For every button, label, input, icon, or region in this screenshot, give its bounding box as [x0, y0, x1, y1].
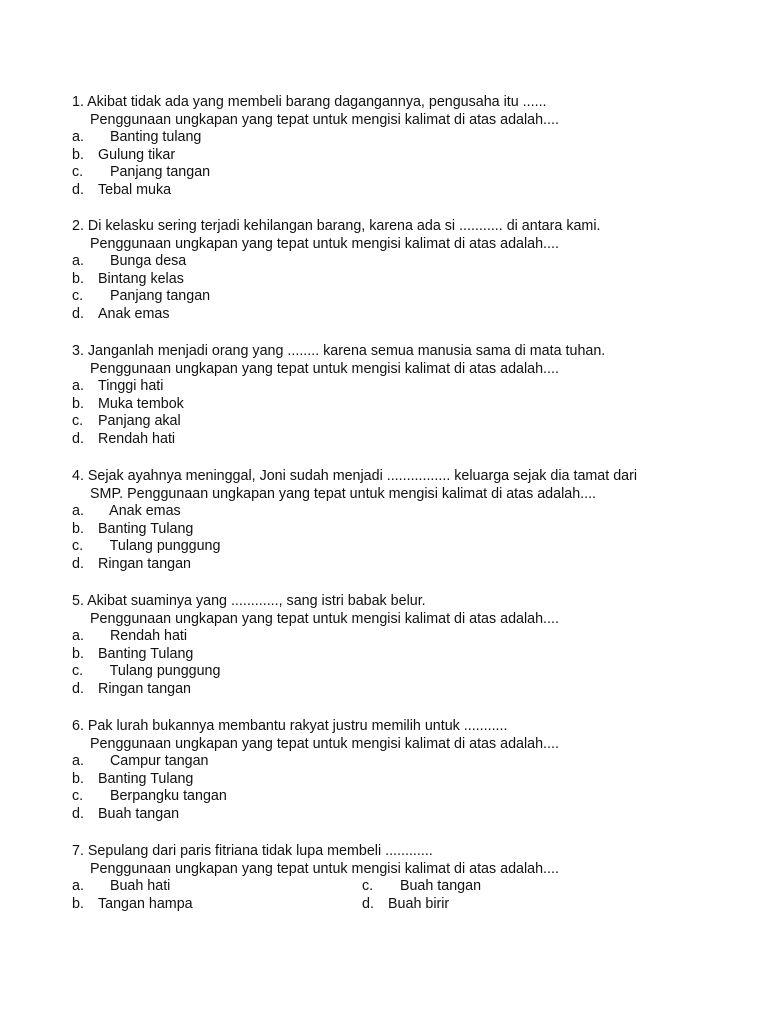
question-stem: 4. Sejak ayahnya meninggal, Joni sudah menjadi ................ keluarga sejak dia tamat dari [72, 468, 638, 484]
option-letter: c. [72, 538, 84, 555]
option-a [72, 378, 712, 396]
option-text: Campur tangan [102, 753, 209, 770]
option-text: Bunga desa [102, 253, 187, 270]
option-d [72, 182, 712, 200]
question-2 [72, 218, 712, 324]
option-c [72, 288, 712, 306]
option-text: Banting tulang [102, 129, 202, 146]
option-letter: a. [72, 628, 84, 645]
option-letter: b. [72, 146, 84, 163]
option-c [72, 164, 712, 182]
option-b [72, 646, 712, 664]
question-6 [72, 718, 712, 824]
option-text: Banting Tulang [98, 770, 194, 787]
option-text: Tebal muka [98, 181, 172, 198]
option-text: Buah tangan [98, 805, 180, 822]
option-d [72, 306, 712, 324]
option-c [72, 663, 712, 681]
option-d [72, 681, 712, 699]
option-a [72, 753, 712, 771]
question-stem: 6. Pak lurah bukannya membantu rakyat justru memilih untuk ........... [72, 718, 508, 734]
question-3 [72, 343, 712, 449]
option-a [72, 503, 712, 521]
option-a [72, 628, 712, 646]
question-4 [72, 468, 712, 574]
question-instruction: Penggunaan ungkapan yang tepat untuk mengisi kalimat di atas adalah.... [90, 860, 559, 877]
option-letter: c. [72, 164, 84, 181]
option-c [72, 538, 712, 556]
option-text: Bintang kelas [98, 270, 184, 287]
question-instruction: Penggunaan ungkapan yang tepat untuk mengisi kalimat di atas adalah.... [90, 235, 559, 252]
option-letter: d. [72, 555, 84, 572]
question-1 [72, 94, 712, 200]
question-instruction: Penggunaan ungkapan yang tepat untuk mengisi kalimat di atas adalah.... [90, 735, 559, 752]
option-letter: b. [72, 520, 84, 537]
question-stem: 5. Akibat suaminya yang ............, sang istri babak belur. [72, 593, 426, 609]
option-letter: b. [72, 395, 84, 412]
option-text: Panjang tangan [102, 164, 211, 181]
question-7 [72, 843, 712, 913]
option-b [72, 521, 712, 539]
option-text: Panjang tangan [102, 288, 211, 305]
option-text: Muka tembok [98, 395, 184, 412]
option-row [72, 878, 712, 896]
option-b [72, 396, 712, 414]
option-text: Rendah hati [102, 628, 188, 645]
option-text: Anak emas [102, 503, 181, 520]
option-letter: d. [72, 680, 84, 697]
option-letter: d. [72, 430, 84, 447]
option-letter: c. [362, 878, 374, 895]
option-letter: a. [72, 753, 84, 770]
option-a [72, 878, 362, 896]
question-instruction: Penggunaan ungkapan yang tepat untuk mengisi kalimat di atas adalah.... [90, 360, 559, 377]
option-row [72, 896, 712, 914]
option-d [72, 806, 712, 824]
option-b [72, 147, 712, 165]
option-text: Tulang punggung [102, 538, 221, 555]
option-text: Tinggi hati [98, 378, 164, 395]
option-c [362, 878, 481, 896]
option-letter: d. [72, 181, 84, 198]
option-b [72, 896, 362, 914]
option-text: Banting Tulang [98, 645, 194, 662]
option-letter: b. [72, 895, 84, 912]
option-letter: d. [72, 305, 84, 322]
question-instruction: Penggunaan ungkapan yang tepat untuk mengisi kalimat di atas adalah.... [90, 111, 559, 128]
option-text: Rendah hati [98, 430, 176, 447]
question-stem: 7. Sepulang dari paris fitriana tidak lupa membeli ............ [72, 843, 433, 859]
option-letter: c. [72, 663, 84, 680]
option-text: Buah birir [388, 895, 450, 912]
option-text: Berpangku tangan [102, 788, 227, 805]
question-instruction: Penggunaan ungkapan yang tepat untuk mengisi kalimat di atas adalah.... [90, 610, 559, 627]
option-c [72, 788, 712, 806]
option-letter: a. [72, 129, 84, 146]
option-text: Ringan tangan [98, 680, 192, 697]
option-text: Anak emas [98, 305, 170, 322]
option-d [362, 896, 449, 914]
option-a [72, 129, 712, 147]
option-a [72, 253, 712, 271]
option-letter: c. [72, 413, 84, 430]
option-text: Buah tangan [392, 878, 482, 895]
option-text: Tulang punggung [102, 663, 221, 680]
option-letter: a. [72, 503, 84, 520]
question-stem: 2. Di kelasku sering terjadi kehilangan barang, karena ada si ........... di antara kami. [72, 218, 601, 234]
option-letter: a. [72, 378, 84, 395]
question-instruction: SMP. Penggunaan ungkapan yang tepat untuk mengisi kalimat di atas adalah.... [90, 485, 597, 502]
option-letter: b. [72, 770, 84, 787]
option-text: Tangan hampa [98, 895, 193, 912]
question-stem: 3. Janganlah menjadi orang yang ........ karena semua manusia sama di mata tuhan. [72, 343, 606, 359]
option-text: Banting Tulang [98, 520, 194, 537]
question-stem: 1. Akibat tidak ada yang membeli barang dagangannya, pengusaha itu ...... [72, 94, 547, 110]
option-letter: b. [72, 645, 84, 662]
option-letter: a. [72, 878, 84, 895]
option-text: Panjang akal [98, 413, 181, 430]
option-b [72, 271, 712, 289]
option-letter: c. [72, 788, 84, 805]
question-5 [72, 593, 712, 699]
option-letter: d. [362, 895, 374, 912]
option-d [72, 431, 712, 449]
option-letter: a. [72, 253, 84, 270]
option-text: Gulung tikar [98, 146, 176, 163]
option-b [72, 771, 712, 789]
option-letter: d. [72, 805, 84, 822]
option-c [72, 413, 712, 431]
option-letter: c. [72, 288, 84, 305]
option-text: Ringan tangan [98, 555, 192, 572]
option-d [72, 556, 712, 574]
option-text: Buah hati [102, 878, 171, 895]
option-letter: b. [72, 270, 84, 287]
